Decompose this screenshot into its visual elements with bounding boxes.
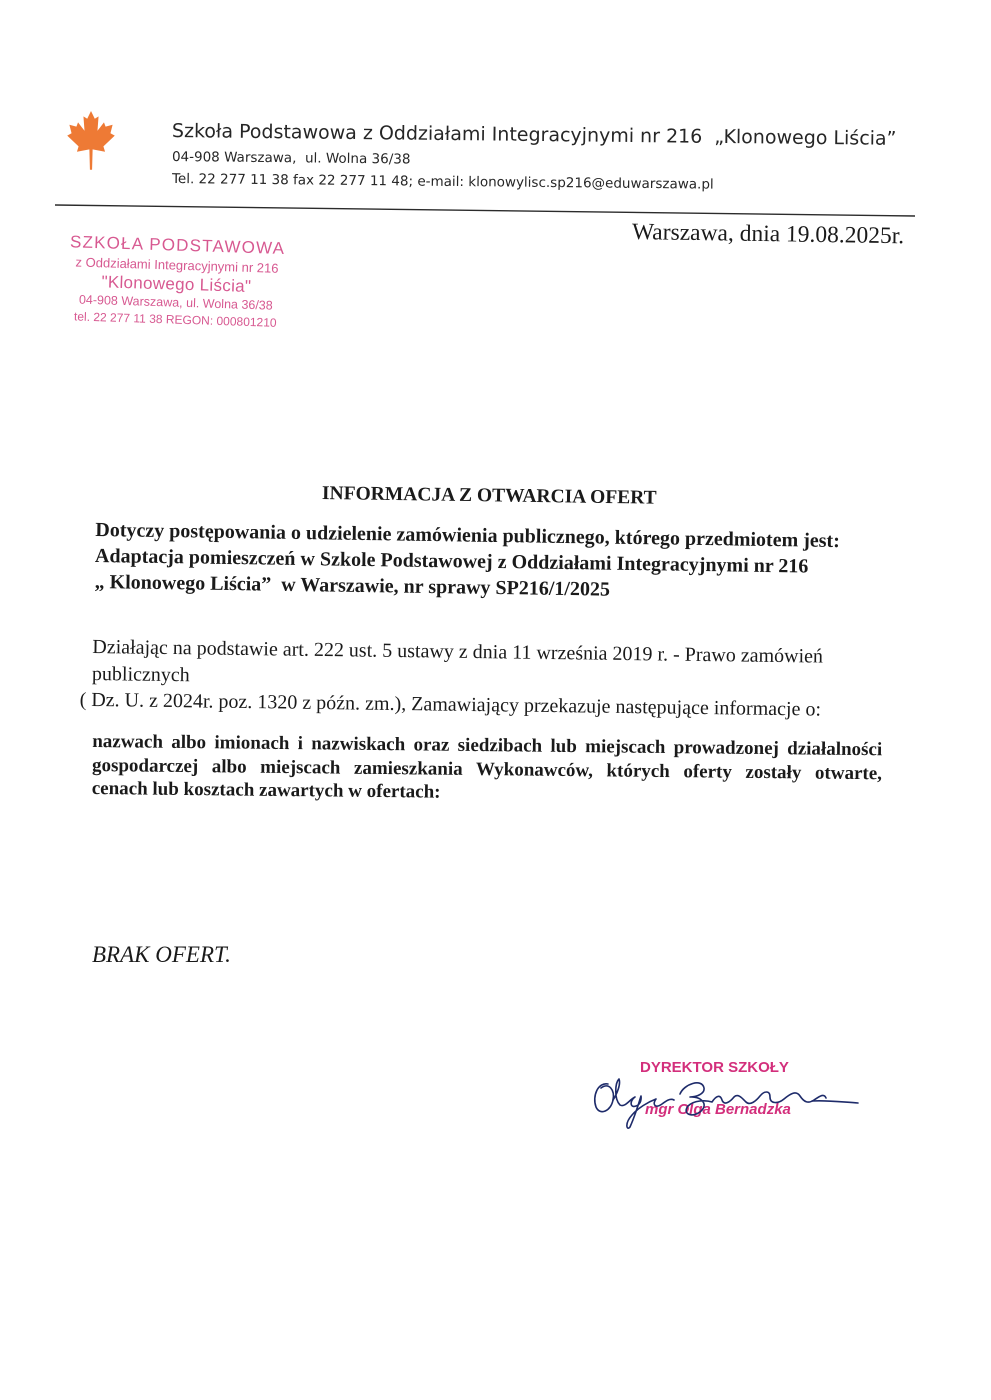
stamp-line: tel. 22 277 11 38 REGON: 000801210 [73, 309, 277, 330]
subject-line: Adaptacja pomieszczeń w Szkole Podstawowej z Oddziałami Integracyjnymi nr 216 [94, 545, 809, 578]
subject-line: „ Klonowego Liścia” w Warszawie, nr sprawy SP216/1/2025 [94, 570, 611, 601]
school-contact: Tel. 22 277 11 38 fax 22 277 11 48; e-mail: klonowylisc.sp216@eduwarszawa.pl [171, 171, 714, 193]
place-date: Warszawa, dnia 19.08.2025r. [631, 219, 905, 250]
school-name: Szkoła Podstawowa z Oddziałami Integracyjnymi nr 216 „Klonowego Liścia” [171, 120, 897, 150]
stamp-line: z Oddziałami Integracyjnymi nr 216 [75, 254, 279, 276]
director-name-stamp: mgr Olga Bernadzka [645, 1101, 791, 1118]
maple-leaf-icon [64, 111, 118, 171]
legal-basis-line: Działając na podstawie art. 222 ust. 5 ustawy z dnia 11 września 2019 r. - Prawo zamówień [92, 636, 824, 668]
stamp-line: 04-908 Warszawa, ul. Wolna 36/38 [78, 292, 273, 313]
legal-basis-paragraph [79, 634, 912, 724]
letterhead-divider [54, 200, 918, 220]
stamp-line: "Klonowego Liścia" [101, 272, 252, 296]
school-stamp [59, 232, 294, 332]
legal-basis-line: publicznych [91, 662, 190, 686]
info-scope-paragraph [92, 730, 883, 809]
subject-line: Dotyczy postępowania o udzielenie zamówienia publicznego, którego przedmiotem jest: [95, 519, 840, 553]
legal-basis-line: ( Dz. U. z 2024r. poz. 1320 z późn. zm.), Zamawiający przekazuje następujące informacje o: [79, 688, 822, 721]
school-address: 04-908 Warszawa, ul. Wolna 36/38 [171, 149, 411, 168]
info-scope-line: gospodarczej albo miejscach zamieszkania Wykonawców, których oferty zostały otwarte, [91, 754, 883, 784]
info-scope-line: nazwach albo imionach i nazwiskach oraz siedzibach lub miejscach prowadzonej działalności [92, 731, 883, 761]
info-scope-line: cenach lub kosztach zawartych w ofertach: [91, 777, 441, 803]
stamp-line: SZKOŁA PODSTAWOWA [69, 232, 286, 259]
result-text: BRAK OFERT. [92, 942, 231, 967]
document-title: INFORMACJA Z OTWARCIA OFERT [321, 483, 657, 509]
subject-paragraph [94, 517, 935, 607]
handwritten-signature-icon [588, 1070, 863, 1135]
director-role-stamp: DYREKTOR SZKOŁY [640, 1059, 789, 1076]
